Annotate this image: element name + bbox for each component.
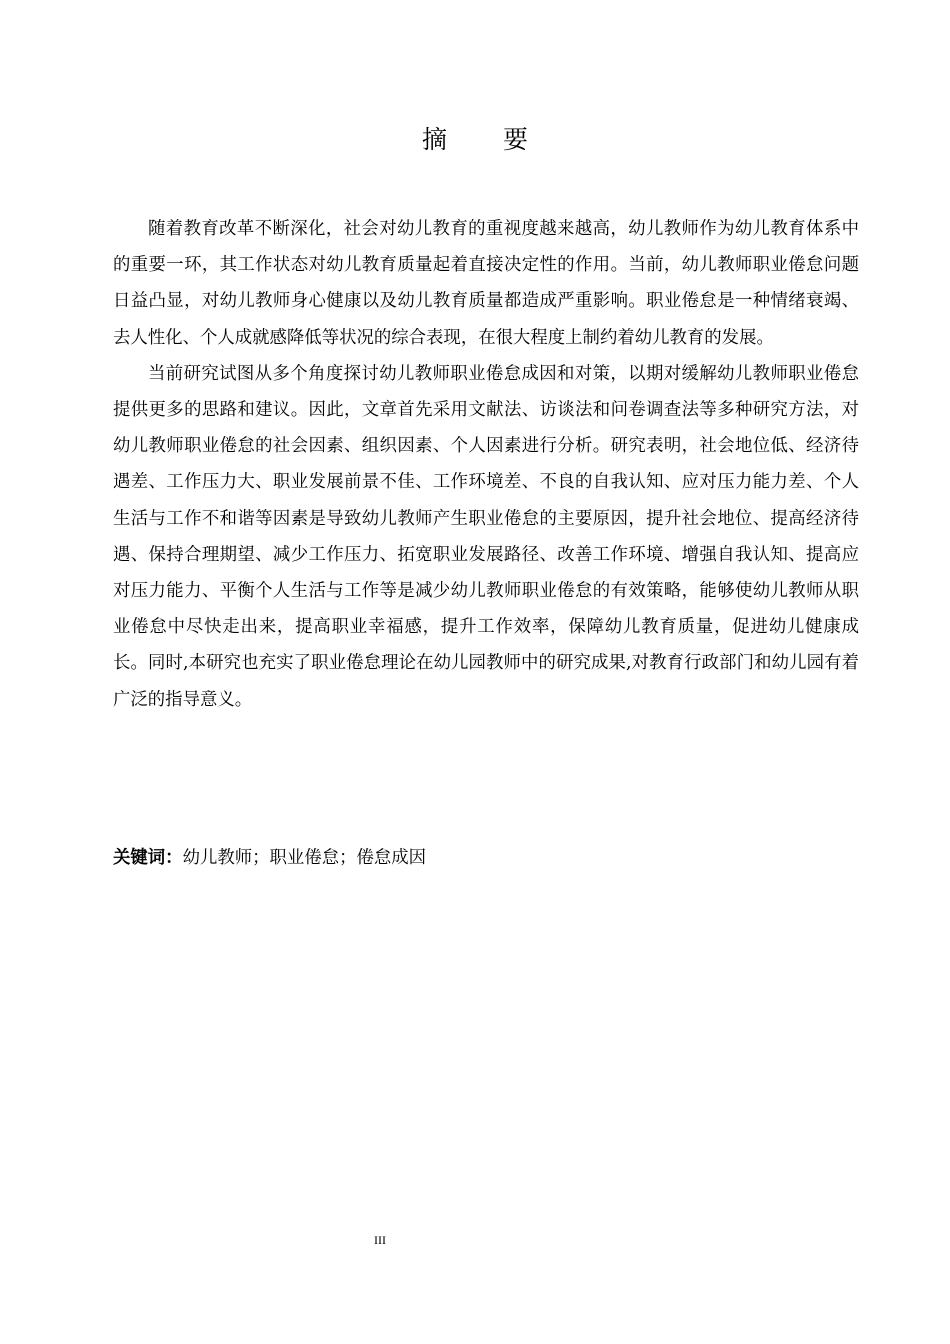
keywords-label: 关键词： [113, 848, 183, 868]
keywords-line [113, 840, 426, 876]
page-title: 摘 要 [422, 125, 552, 154]
abstract-paragraph-1: 随着教育改革不断深化，社会对幼儿教育的重视度越来越高，幼儿教师作为幼儿教育体系中的重要一环，其工作状态对幼儿教育质量起着直接决定性的作用。当前，幼儿教师职业倦怠问题日益凸显，对幼儿教师身心健康以及幼儿教育质量都造成严重影响。职业倦怠是一种情绪衰竭、去人性化、个人成就感降低等状况的综合表现，在很大程度上制约着幼儿教育的发展。 [113, 219, 859, 348]
keywords-text: 幼儿教师；职业倦怠；倦怠成因 [182, 848, 427, 868]
abstract-body [113, 211, 859, 718]
page-number: III [374, 1233, 386, 1247]
abstract-paragraph-2: 当前研究试图从多个角度探讨幼儿教师职业倦怠成因和对策，以期对缓解幼儿教师职业倦怠提供更多的思路和建议。因此，文章首先采用文献法、访谈法和问卷调查法等多种研究方法，对幼儿教师职业倦怠的社会因素、组织因素、个人因素进行分析。研究表明，社会地位低、经济待遇差、工作压力大、职业发展前景不佳、工作环境差、不良的自我认知、应对压力能力差、个人生活与工作不和谐等因素是导致幼儿教师产生职业倦怠的主要原因，提升社会地位、提高经济待遇、保持合理期望、减少工作压力、拓宽职业发展路径、改善工作环境、增强自我认知、提高应对压力能力、平衡个人生活与工作等是减少幼儿教师职业倦怠的有效策略，能够使幼儿教师从职业倦怠中尽快走出来，提高职业幸福感，提升工作效率，保障幼儿教育质量，促进幼儿健康成长。同时,本研究也充实了职业倦怠理论在幼儿园教师中的研究成果,对教育行政部门和幼儿园有着广泛的指导意义。 [113, 363, 859, 710]
